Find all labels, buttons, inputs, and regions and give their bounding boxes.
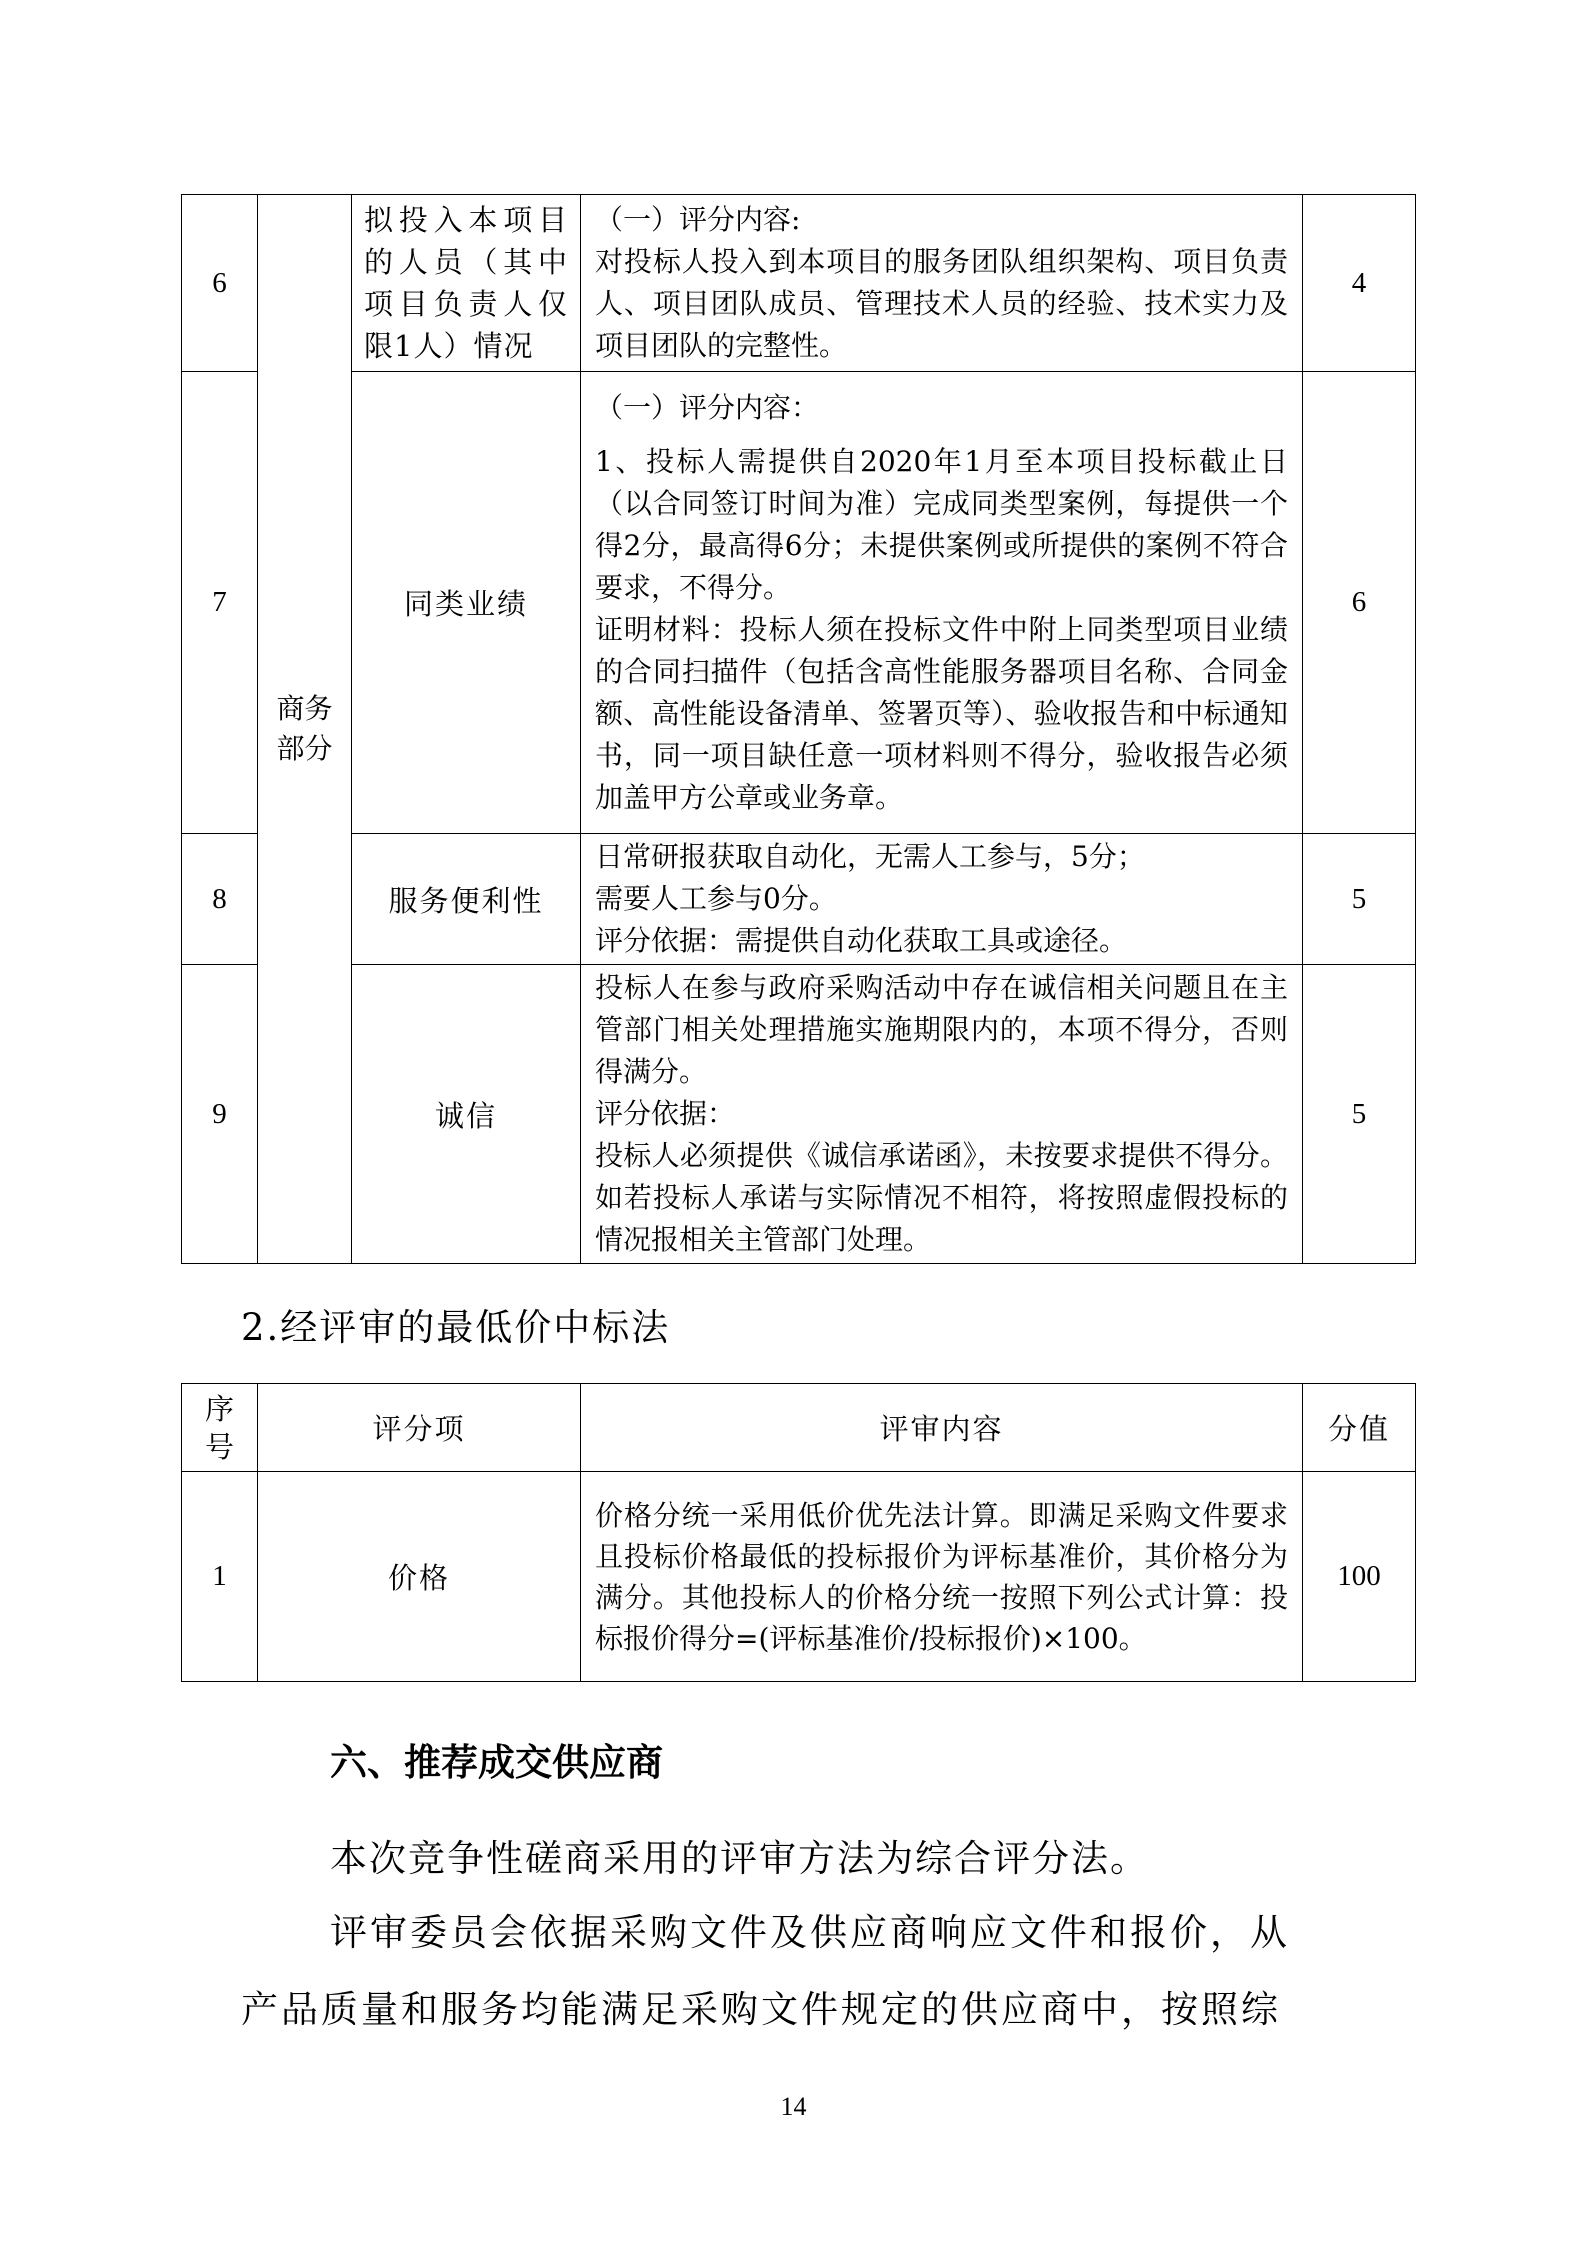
header-no-label: 序号 (204, 1391, 234, 1464)
content-cell (581, 834, 1303, 965)
content-cell (581, 965, 1303, 1264)
row-number: 9 (182, 965, 258, 1264)
score-cell: 6 (1303, 372, 1416, 834)
content-line: 日常研报获取自动化，无需人工参与，5分； (595, 840, 1145, 873)
body-paragraph: 评审委员会依据采购文件及供应商响应文件和报价，从 (330, 1911, 1290, 1954)
body-paragraph: 产品质量和服务均能满足采购文件规定的供应商中，按照综 (241, 1988, 1281, 2031)
section-heading: 六、推荐成交供应商 (330, 1741, 663, 1784)
item-cell: 诚信 (352, 965, 581, 1264)
table-row (182, 195, 1416, 372)
content-line: 证明材料：投标人须在投标文件中附上同类型项目业绩的合同扫描件（包括含高性能服务器项目名称、合同金额、高性能设备清单、签署页等）、验收报告和中标通知书，同一项目缺任意一项材料则不得分，验收报告必须加盖甲方公章或业务章。 (595, 612, 1288, 814)
score-cell: 4 (1303, 195, 1416, 372)
content-cell (581, 372, 1303, 834)
table-row (182, 965, 1416, 1264)
header-no (182, 1384, 258, 1472)
content-line: 评分依据：需提供自动化获取工具或途径。 (595, 924, 1128, 957)
content-line: （一）评分内容： (595, 390, 820, 424)
score-cell: 100 (1303, 1472, 1416, 1682)
header-content: 评审内容 (581, 1384, 1303, 1472)
row-number: 7 (182, 372, 258, 834)
content-line: （一）评分内容: (595, 203, 801, 236)
item-cell: 同类业绩 (352, 372, 581, 834)
body-paragraph: 本次竞争性磋商采用的评审方法为综合评分法。 (330, 1837, 1149, 1880)
content-cell: 价格分统一采用低价优先法计算。即满足采购文件要求且投标价格最低的投标报价为评标基准价，其价格分为满分。其他投标人的价格分统一按照下列公式计算：投标报价得分=(评标基准价/投标报价)×100。 (581, 1472, 1303, 1682)
score-cell: 5 (1303, 834, 1416, 965)
category-label: 商务部分 (276, 692, 333, 765)
content-line: 投标人在参与政府采购活动中存在诚信相关问题且在主管部门相关处理措施实施期限内的，本项不得分，否则得满分。 (595, 971, 1288, 1088)
scoring-table-price (181, 1383, 1416, 1682)
row-number: 1 (182, 1472, 258, 1682)
category-cell (258, 195, 352, 1264)
table-row (182, 1472, 1416, 1682)
content-cell (581, 195, 1303, 372)
content-line: 1、投标人需提供自2020年1月至本项目投标截止日（以合同签订时间为准）完成同类型案例，每提供一个得2分，最高得6分；未提供案例或所提供的案例不符合要求，不得分。 (595, 444, 1288, 604)
section-title: 2.经评审的最低价中标法 (241, 1306, 671, 1349)
table-row (182, 372, 1416, 834)
row-number: 6 (182, 195, 258, 372)
table-row (182, 834, 1416, 965)
score-cell: 5 (1303, 965, 1416, 1264)
page-number: 14 (780, 2092, 807, 2121)
content-line: 需要人工参与0分。 (595, 882, 837, 915)
table-header-row (182, 1384, 1416, 1472)
content-line: 评分依据： (595, 1097, 736, 1130)
header-score: 分值 (1303, 1384, 1416, 1472)
content-line: 投标人必须提供《诚信承诺函》，未按要求提供不得分。如若投标人承诺与实际情况不相符，将按照虚假投标的情况报相关主管部门处理。 (595, 1139, 1288, 1256)
header-item: 评分项 (258, 1384, 581, 1472)
scoring-table-business (181, 194, 1416, 1264)
row-number: 8 (182, 834, 258, 965)
content-line: 对投标人投入到本项目的服务团队组织架构、项目负责人、项目团队成员、管理技术人员的经验、技术实力及项目团队的完整性。 (595, 245, 1288, 362)
item-cell: 拟投入本项目的人员（其中项目负责人仅限1人）情况 (352, 195, 581, 372)
item-cell: 服务便利性 (352, 834, 581, 965)
item-cell: 价格 (258, 1472, 581, 1682)
